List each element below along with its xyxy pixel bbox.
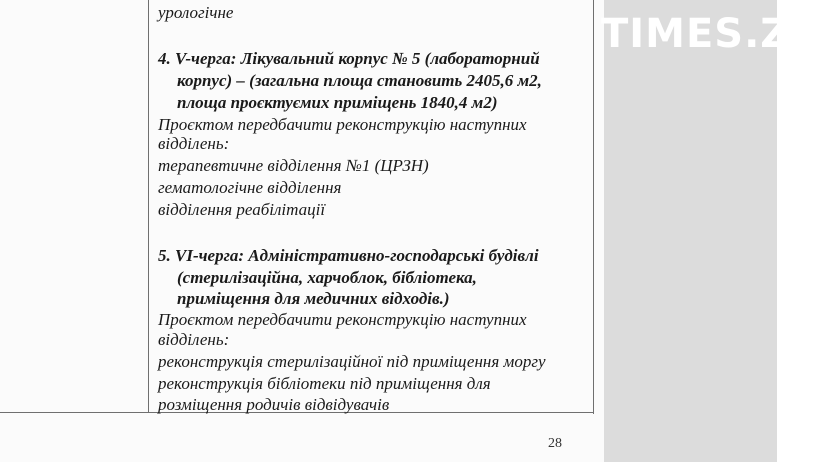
text-line: відділень: [158, 330, 230, 349]
list-item: реконструкція стерилізаційної під приміщення моргу [158, 352, 546, 371]
section-heading-5-cont: (стерилізаційна, харчоблок, бібліотека, [177, 268, 477, 287]
page-number: 28 [548, 436, 562, 451]
text-line: Проєктом передбачити реконструкцію наступних [158, 310, 527, 329]
text-line: урологічне [158, 3, 234, 22]
list-item: терапевтичне відділення №1 (ЦРЗН) [158, 156, 429, 175]
page-side-margin [604, 0, 777, 462]
section-heading-4: 4. V-черга: Лікувальний корпус № 5 (лабораторний [158, 49, 540, 68]
text-line: Проєктом передбачити реконструкцію наступних [158, 115, 527, 134]
section-heading-5-cont: приміщення для медичних відходів.) [177, 289, 450, 308]
list-item: гематологічне відділення [158, 178, 342, 197]
table-border-right [593, 0, 594, 414]
list-item: розміщення родичів відвідувачів [158, 395, 390, 414]
section-heading-5: 5. VI-черга: Адміністративно-господарські будівлі [158, 246, 539, 265]
text-line: відділень: [158, 134, 230, 153]
list-item: відділення реабілітації [158, 200, 326, 219]
list-item: реконструкція бібліотеки під приміщення для [158, 374, 491, 393]
section-heading-4-cont: корпус) – (загальна площа становить 2405,6 м2, [177, 71, 542, 90]
table-border-left [148, 0, 149, 412]
site-logo: TIMES.ZT [601, 11, 819, 57]
section-heading-4-cont: площа проєктуємих приміщень 1840,4 м2) [177, 93, 498, 112]
